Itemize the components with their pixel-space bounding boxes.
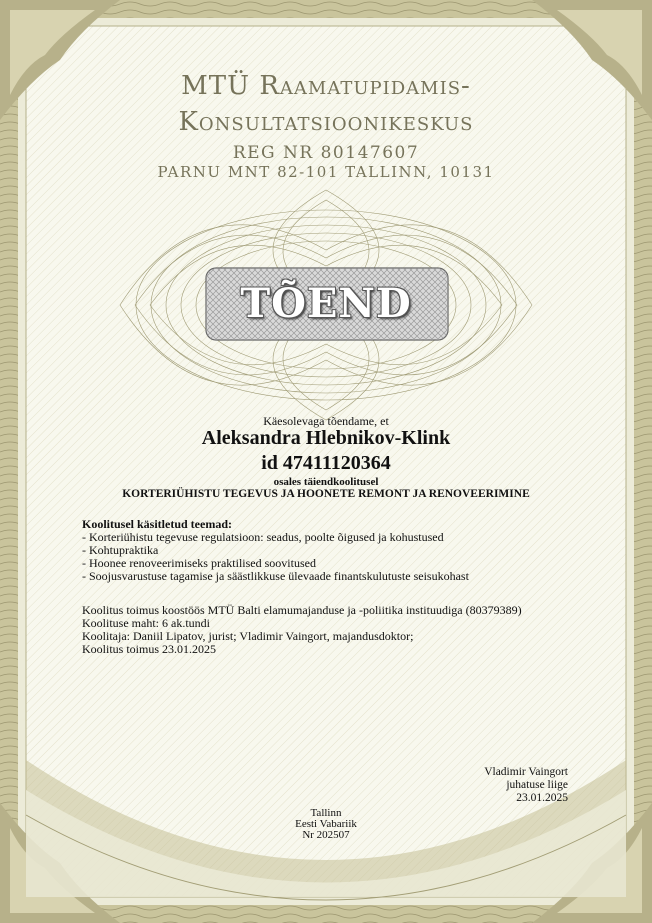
topics-heading: Koolitusel käsitletud teemad: <box>82 517 232 531</box>
signatory-name: Vladimir Vaingort <box>484 766 568 778</box>
issue-place-block <box>0 808 652 841</box>
certificate-intro: Käesolevaga tõendame, et <box>263 414 389 428</box>
recipient-id: id 47411120364 <box>261 452 391 474</box>
course-intro: osales täiendkoolitusel <box>273 476 379 488</box>
organization-address: PARNU MNT 82-101 TALLINN, 10131 <box>157 163 495 181</box>
certificate-title: TÕEND <box>240 280 412 327</box>
certificate-number: Nr 202507 <box>302 829 350 841</box>
issue-country: Eesti Vabariik <box>295 818 357 830</box>
signature-date: 23.01.2025 <box>516 792 568 804</box>
training-instructors: Koolitaja: Daniil Lipatov, jurist; Vladimir Vaingort, majandusdoktor; <box>82 629 414 643</box>
topic-item: - Hoonee renoveerimiseks praktilised soovitused <box>82 556 316 570</box>
recipient-block <box>0 426 652 476</box>
training-cooperation: Koolitus toimus koostöös MTÜ Balti elamumajanduse ja -poliitika instituudiga (80379389) <box>82 603 522 617</box>
course-title: KORTERIÜHISTU TEGEVUS JA HOONETE REMONT JA RENOVEERIMINE <box>122 488 530 500</box>
training-volume: Koolituse maht: 6 ak.tundi <box>82 616 210 630</box>
organization-name-line1: MTÜ Raamatupidamis- <box>181 71 471 101</box>
topic-item: - Korteriühistu tegevuse regulatsioon: seadus, poolte õigused ja kohustused <box>82 530 444 544</box>
training-date: Koolitus toimus 23.01.2025 <box>82 642 217 656</box>
topics-section <box>82 518 469 583</box>
issue-city: Tallinn <box>310 807 342 819</box>
organization-name <box>0 68 652 140</box>
signatory-role: juhatuse liige <box>506 779 568 791</box>
recipient-name: Aleksandra Hlebnikov-Klink <box>201 427 451 449</box>
organization-registry-number: REG NR 80147607 <box>232 143 420 163</box>
signature-block <box>484 766 568 805</box>
organization-name-line2: Konsultatsioonikeskus <box>178 107 474 137</box>
training-info <box>82 604 522 656</box>
topic-item: - Kohtupraktika <box>82 543 159 557</box>
topic-item: - Soojusvarustuse tagamise ja säästlikkuse ülevaade finantskulutuste seisukohast <box>82 569 469 583</box>
